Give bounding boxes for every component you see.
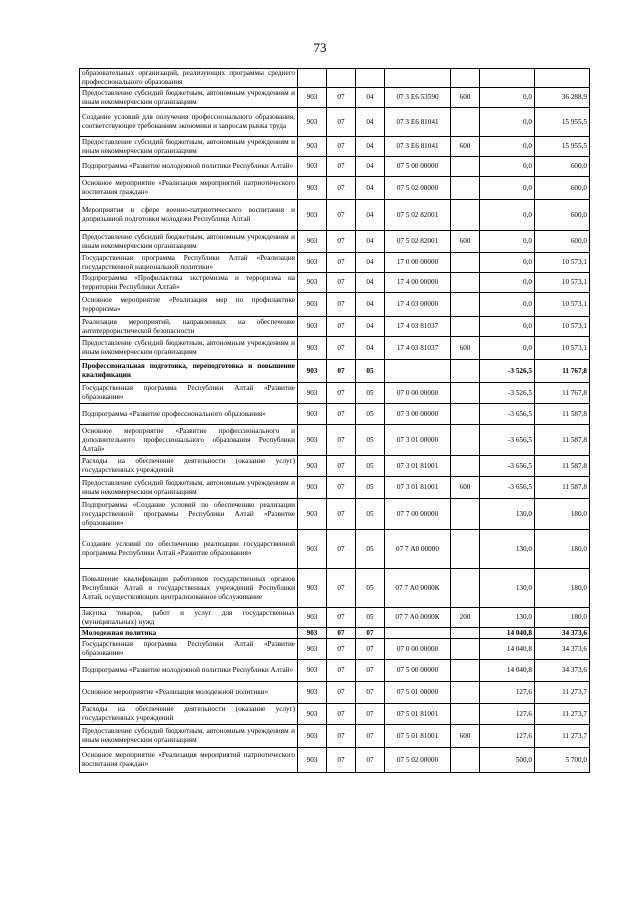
table-row bbox=[80, 108, 590, 137]
cell-admin-code: 903 bbox=[298, 88, 327, 108]
cell-amount-change: 0,0 bbox=[480, 317, 535, 337]
cell-section: 07 bbox=[327, 704, 356, 725]
cell-expense-type bbox=[451, 748, 480, 773]
cell-item-name: Предоставление субсидий бюджетным, автономным учреждениям и иным некоммерческим организациям bbox=[80, 337, 298, 360]
cell-expense-type bbox=[451, 660, 480, 682]
cell-target-article: 07 3 E6 81041 bbox=[385, 137, 451, 157]
cell-item-name: Расходы на обеспечение деятельности (оказание услуг) государственных учреждений bbox=[80, 704, 298, 725]
cell-expense-type bbox=[451, 425, 480, 456]
cell-expense-type bbox=[451, 639, 480, 660]
cell-amount-change: 14 040,8 bbox=[480, 628, 535, 639]
cell-amount-total: 11 587,8 bbox=[535, 477, 590, 499]
cell-section: 07 bbox=[327, 660, 356, 682]
table-row bbox=[80, 317, 590, 337]
cell-section: 07 bbox=[327, 725, 356, 748]
cell-amount-change: 130,0 bbox=[480, 499, 535, 530]
cell-item-name: Профессиональная подготовка, переподготовка и повышение квалификации bbox=[80, 360, 298, 383]
cell-amount-total: 180,0 bbox=[535, 569, 590, 608]
cell-subsection: 04 bbox=[356, 137, 385, 157]
table-row bbox=[80, 628, 590, 639]
cell-expense-type bbox=[451, 383, 480, 404]
cell-target-article: 07 3 01 81001 bbox=[385, 477, 451, 499]
cell-item-name: Подпрограмма «Развитие молодежной политики Республики Алтай» bbox=[80, 157, 298, 177]
cell-amount-total: 600,0 bbox=[535, 200, 590, 231]
cell-amount-change: 127,6 bbox=[480, 682, 535, 704]
cell-amount-change: 0,0 bbox=[480, 177, 535, 200]
table-row bbox=[80, 456, 590, 477]
cell-item-name: Реализация мероприятий, направленных на обеспечение антитеррористической безопасности bbox=[80, 317, 298, 337]
cell-item-name: Предоставление субсидий бюджетным, автономным учреждениям и иным некоммерческим организациям bbox=[80, 137, 298, 157]
cell-amount-change: 0,0 bbox=[480, 88, 535, 108]
cell-target-article: 07 5 00 00000 bbox=[385, 157, 451, 177]
table-row bbox=[80, 660, 590, 682]
cell-subsection: 05 bbox=[356, 530, 385, 569]
cell-item-name: Основное мероприятие «Реализация мероприятий патриотического воспитания граждан» bbox=[80, 177, 298, 200]
budget-table bbox=[79, 68, 590, 773]
cell-expense-type bbox=[451, 157, 480, 177]
cell-subsection: 04 bbox=[356, 273, 385, 293]
cell-target-article: 07 0 00 00000 bbox=[385, 639, 451, 660]
cell-expense-type bbox=[451, 569, 480, 608]
cell-item-name: Основное мероприятие «Реализация мер по профилактике терроризма» bbox=[80, 293, 298, 317]
cell-item-name: Мероприятия в сфере военно-патриотического воспитания и допризывной подготовки молодежи Республики Алтай bbox=[80, 200, 298, 231]
cell-subsection: 07 bbox=[356, 639, 385, 660]
cell-admin-code: 903 bbox=[298, 200, 327, 231]
cell-section: 07 bbox=[327, 639, 356, 660]
cell-item-name: Основное мероприятие «Реализация молодежной политики» bbox=[80, 682, 298, 704]
cell-amount-change: -3 526,5 bbox=[480, 360, 535, 383]
table-row bbox=[80, 682, 590, 704]
table-row bbox=[80, 477, 590, 499]
table-row bbox=[80, 748, 590, 773]
cell-item-name: Государственная программа Республики Алтай «Развитие образования» bbox=[80, 383, 298, 404]
cell-target-article: 07 3 E6 81041 bbox=[385, 108, 451, 137]
cell-item-name: Подпрограмма «Развитие молодежной политики Республики Алтай» bbox=[80, 660, 298, 682]
cell-subsection: 04 bbox=[356, 253, 385, 273]
cell-section: 07 bbox=[327, 293, 356, 317]
cell-section: 07 bbox=[327, 569, 356, 608]
cell-admin-code: 903 bbox=[298, 477, 327, 499]
cell-amount-total: 34 373,6 bbox=[535, 639, 590, 660]
cell-expense-type: 600 bbox=[451, 88, 480, 108]
cell-subsection: 07 bbox=[356, 660, 385, 682]
cell-amount-change: -3 656,5 bbox=[480, 404, 535, 425]
cell-section: 07 bbox=[327, 682, 356, 704]
cell-item-name: Подпрограмма «Профилактика экстремизма и терроризма на территории Республики Алтай» bbox=[80, 273, 298, 293]
table-row bbox=[80, 425, 590, 456]
cell-expense-type bbox=[451, 177, 480, 200]
cell-amount-change: 0,0 bbox=[480, 253, 535, 273]
cell-amount-change: -3 656,5 bbox=[480, 425, 535, 456]
cell-amount-change: 14 040,8 bbox=[480, 639, 535, 660]
cell-subsection: 04 bbox=[356, 108, 385, 137]
cell-admin-code: 903 bbox=[298, 608, 327, 628]
cell-expense-type bbox=[451, 530, 480, 569]
cell-admin-code: 903 bbox=[298, 639, 327, 660]
cell-section: 07 bbox=[327, 137, 356, 157]
cell-subsection: 07 bbox=[356, 682, 385, 704]
cell-section: 07 bbox=[327, 456, 356, 477]
cell-subsection: 07 bbox=[356, 725, 385, 748]
cell-admin-code: 903 bbox=[298, 499, 327, 530]
cell-item-name: Предоставление субсидий бюджетным, автономным учреждениям и иным некоммерческим организациям bbox=[80, 88, 298, 108]
cell-admin-code: 903 bbox=[298, 177, 327, 200]
cell-amount-total: 10 573,1 bbox=[535, 317, 590, 337]
cell-subsection: 05 bbox=[356, 477, 385, 499]
cell-amount-change: 0,0 bbox=[480, 273, 535, 293]
cell-admin-code: 903 bbox=[298, 748, 327, 773]
cell-expense-type bbox=[451, 499, 480, 530]
cell-amount-total: 10 573,1 bbox=[535, 253, 590, 273]
cell-expense-type bbox=[451, 360, 480, 383]
cell-section: 07 bbox=[327, 253, 356, 273]
cell-item-name: Расходы на обеспечение деятельности (оказание услуг) государственных учреждений bbox=[80, 456, 298, 477]
cell-item-name: Предоставление субсидий бюджетным, автономным учреждениям и иным некоммерческим организациям bbox=[80, 725, 298, 748]
table-row bbox=[80, 383, 590, 404]
cell-expense-type: 200 bbox=[451, 608, 480, 628]
cell-admin-code bbox=[298, 69, 327, 88]
cell-amount-total: 15 955,5 bbox=[535, 108, 590, 137]
table-row bbox=[80, 725, 590, 748]
cell-target-article: 07 5 01 81001 bbox=[385, 725, 451, 748]
cell-expense-type: 600 bbox=[451, 725, 480, 748]
cell-amount-total: 15 955,5 bbox=[535, 137, 590, 157]
table-row bbox=[80, 137, 590, 157]
table-row bbox=[80, 253, 590, 273]
cell-expense-type: 600 bbox=[451, 231, 480, 253]
cell-amount-total: 600,0 bbox=[535, 231, 590, 253]
cell-subsection: 05 bbox=[356, 404, 385, 425]
table-row bbox=[80, 69, 590, 88]
cell-amount-total: 180,0 bbox=[535, 499, 590, 530]
cell-expense-type bbox=[451, 200, 480, 231]
cell-item-name: Закупка товаров, работ и услуг для государственных (муниципальных) нужд bbox=[80, 608, 298, 628]
cell-item-name: Молодежная политика bbox=[80, 628, 298, 639]
table-row bbox=[80, 639, 590, 660]
cell-amount-change: 0,0 bbox=[480, 137, 535, 157]
cell-item-name: Предоставление субсидий бюджетным, автономным учреждениям и иным некоммерческим организациям bbox=[80, 231, 298, 253]
cell-admin-code: 903 bbox=[298, 628, 327, 639]
cell-target-article: 07 3 E6 53590 bbox=[385, 88, 451, 108]
cell-admin-code: 903 bbox=[298, 682, 327, 704]
cell-target-article: 07 3 01 81001 bbox=[385, 456, 451, 477]
table-row bbox=[80, 88, 590, 108]
cell-admin-code: 903 bbox=[298, 704, 327, 725]
cell-target-article: 07 5 02 00000 bbox=[385, 748, 451, 773]
cell-subsection: 04 bbox=[356, 177, 385, 200]
cell-expense-type bbox=[451, 682, 480, 704]
cell-amount-change: 0,0 bbox=[480, 337, 535, 360]
table-row bbox=[80, 704, 590, 725]
cell-subsection: 05 bbox=[356, 456, 385, 477]
cell-amount-change: -3 526,5 bbox=[480, 383, 535, 404]
cell-admin-code: 903 bbox=[298, 337, 327, 360]
table-row bbox=[80, 530, 590, 569]
cell-expense-type bbox=[451, 404, 480, 425]
cell-subsection: 04 bbox=[356, 293, 385, 317]
table-row bbox=[80, 608, 590, 628]
cell-admin-code: 903 bbox=[298, 137, 327, 157]
cell-amount-total: 11 273,7 bbox=[535, 704, 590, 725]
cell-target-article: 07 5 01 00000 bbox=[385, 682, 451, 704]
cell-target-article: 17 4 03 81037 bbox=[385, 337, 451, 360]
cell-item-name: Создание условий для получения профессионального образования, соответствующее требованиям экономики и запросам рынка труда bbox=[80, 108, 298, 137]
cell-amount-change: -3 656,5 bbox=[480, 456, 535, 477]
cell-subsection: 04 bbox=[356, 200, 385, 231]
cell-section: 07 bbox=[327, 404, 356, 425]
table-row bbox=[80, 177, 590, 200]
cell-amount-total: 600,0 bbox=[535, 157, 590, 177]
cell-section: 07 bbox=[327, 628, 356, 639]
cell-section: 07 bbox=[327, 157, 356, 177]
cell-amount-change: 127,6 bbox=[480, 704, 535, 725]
cell-expense-type: 600 bbox=[451, 337, 480, 360]
cell-amount-total: 180,0 bbox=[535, 608, 590, 628]
cell-target-article: 07 5 02 82001 bbox=[385, 200, 451, 231]
cell-admin-code: 903 bbox=[298, 108, 327, 137]
cell-expense-type bbox=[451, 253, 480, 273]
cell-admin-code: 903 bbox=[298, 725, 327, 748]
cell-amount-total: 10 573,1 bbox=[535, 293, 590, 317]
cell-amount-change: 0,0 bbox=[480, 200, 535, 231]
cell-item-name: Подпрограмма «Развитие профессионального образования» bbox=[80, 404, 298, 425]
cell-target-article: 07 0 00 00000 bbox=[385, 383, 451, 404]
table-row bbox=[80, 337, 590, 360]
cell-amount-total: 600,0 bbox=[535, 177, 590, 200]
cell-subsection: 07 bbox=[356, 704, 385, 725]
cell-admin-code: 903 bbox=[298, 569, 327, 608]
cell-section: 07 bbox=[327, 337, 356, 360]
cell-target-article: 07 3 01 00000 bbox=[385, 425, 451, 456]
cell-admin-code: 903 bbox=[298, 425, 327, 456]
cell-amount-change: 0,0 bbox=[480, 293, 535, 317]
cell-admin-code: 903 bbox=[298, 231, 327, 253]
page-number: 73 bbox=[313, 40, 327, 55]
cell-expense-type bbox=[451, 628, 480, 639]
cell-section: 07 bbox=[327, 88, 356, 108]
cell-amount-total: 11 767,8 bbox=[535, 383, 590, 404]
cell-admin-code: 903 bbox=[298, 456, 327, 477]
cell-amount-change: 0,0 bbox=[480, 157, 535, 177]
cell-amount-total: 11 587,8 bbox=[535, 425, 590, 456]
cell-admin-code: 903 bbox=[298, 253, 327, 273]
cell-admin-code: 903 bbox=[298, 530, 327, 569]
cell-subsection: 05 bbox=[356, 499, 385, 530]
cell-admin-code: 903 bbox=[298, 383, 327, 404]
cell-item-name: Создание условий по обеспечению реализации государственной программы Республики Алтай «Развитие образования» bbox=[80, 530, 298, 569]
cell-target-article: 07 5 00 00000 bbox=[385, 660, 451, 682]
cell-expense-type bbox=[451, 273, 480, 293]
table-row bbox=[80, 157, 590, 177]
cell-subsection: 04 bbox=[356, 317, 385, 337]
cell-subsection: 05 bbox=[356, 569, 385, 608]
cell-subsection: 05 bbox=[356, 360, 385, 383]
cell-section: 07 bbox=[327, 108, 356, 137]
cell-target-article: 07 7 А0 00000 bbox=[385, 530, 451, 569]
cell-amount-change: 130,0 bbox=[480, 569, 535, 608]
cell-amount-change: 130,0 bbox=[480, 530, 535, 569]
cell-amount-total: 5 700,0 bbox=[535, 748, 590, 773]
cell-item-name: образовательных организаций, реализующих программы среднего профессионального образования bbox=[80, 69, 298, 88]
cell-admin-code: 903 bbox=[298, 404, 327, 425]
cell-amount-total: 34 373,6 bbox=[535, 660, 590, 682]
cell-item-name: Государственная программа Республики Алтай «Развитие образования» bbox=[80, 639, 298, 660]
cell-target-article: 17 4 03 00000 bbox=[385, 293, 451, 317]
cell-section bbox=[327, 69, 356, 88]
cell-amount-change: 127,6 bbox=[480, 725, 535, 748]
cell-section: 07 bbox=[327, 360, 356, 383]
cell-admin-code: 903 bbox=[298, 293, 327, 317]
cell-amount-change: -3 656,5 bbox=[480, 477, 535, 499]
cell-item-name: Государственная программа Республики Алтай «Реализация государственной национальной политики» bbox=[80, 253, 298, 273]
cell-subsection: 07 bbox=[356, 628, 385, 639]
cell-amount-change bbox=[480, 69, 535, 88]
cell-amount-change: 130,0 bbox=[480, 608, 535, 628]
cell-item-name: Предоставление субсидий бюджетным, автономным учреждениям и иным некоммерческим организациям bbox=[80, 477, 298, 499]
cell-target-article: 07 5 02 00000 bbox=[385, 177, 451, 200]
cell-subsection: 04 bbox=[356, 88, 385, 108]
cell-subsection: 05 bbox=[356, 608, 385, 628]
cell-section: 07 bbox=[327, 383, 356, 404]
cell-section: 07 bbox=[327, 273, 356, 293]
cell-amount-total: 34 373,6 bbox=[535, 628, 590, 639]
cell-expense-type bbox=[451, 69, 480, 88]
cell-expense-type bbox=[451, 456, 480, 477]
cell-amount-total: 36 288,9 bbox=[535, 88, 590, 108]
cell-admin-code: 903 bbox=[298, 157, 327, 177]
cell-target-article bbox=[385, 628, 451, 639]
cell-admin-code: 903 bbox=[298, 660, 327, 682]
cell-expense-type bbox=[451, 317, 480, 337]
cell-target-article: 07 7 А0 0000К bbox=[385, 608, 451, 628]
table-row bbox=[80, 293, 590, 317]
cell-item-name: Подпрограмма «Создание условий по обеспечению реализации государственной программы Республики Алтай «Развитие образования» bbox=[80, 499, 298, 530]
table-row bbox=[80, 569, 590, 608]
cell-expense-type bbox=[451, 704, 480, 725]
cell-expense-type: 600 bbox=[451, 137, 480, 157]
cell-target-article: 07 3 00 00000 bbox=[385, 404, 451, 425]
cell-target-article: 07 7 А0 0000К bbox=[385, 569, 451, 608]
cell-amount-total: 11 273,7 bbox=[535, 682, 590, 704]
table-row bbox=[80, 231, 590, 253]
cell-amount-change: 14 040,8 bbox=[480, 660, 535, 682]
cell-amount-total bbox=[535, 69, 590, 88]
cell-section: 07 bbox=[327, 477, 356, 499]
cell-target-article: 07 5 01 81001 bbox=[385, 704, 451, 725]
cell-section: 07 bbox=[327, 425, 356, 456]
cell-section: 07 bbox=[327, 177, 356, 200]
cell-subsection: 07 bbox=[356, 748, 385, 773]
cell-section: 07 bbox=[327, 231, 356, 253]
cell-admin-code: 903 bbox=[298, 317, 327, 337]
cell-amount-total: 180,0 bbox=[535, 530, 590, 569]
cell-section: 07 bbox=[327, 608, 356, 628]
table-row bbox=[80, 360, 590, 383]
table-row bbox=[80, 273, 590, 293]
cell-target-article: 17 4 00 00000 bbox=[385, 273, 451, 293]
cell-section: 07 bbox=[327, 317, 356, 337]
cell-target-article: 07 7 00 00000 bbox=[385, 499, 451, 530]
cell-subsection: 04 bbox=[356, 231, 385, 253]
table-row bbox=[80, 200, 590, 231]
cell-target-article bbox=[385, 360, 451, 383]
table-row bbox=[80, 404, 590, 425]
cell-subsection: 05 bbox=[356, 383, 385, 404]
cell-admin-code: 903 bbox=[298, 360, 327, 383]
cell-section: 07 bbox=[327, 748, 356, 773]
cell-section: 07 bbox=[327, 530, 356, 569]
cell-expense-type bbox=[451, 108, 480, 137]
cell-expense-type: 600 bbox=[451, 477, 480, 499]
cell-amount-total: 11 273,7 bbox=[535, 725, 590, 748]
cell-amount-total: 11 587,8 bbox=[535, 404, 590, 425]
cell-amount-total: 10 573,1 bbox=[535, 337, 590, 360]
cell-admin-code: 903 bbox=[298, 273, 327, 293]
cell-expense-type bbox=[451, 293, 480, 317]
table-body bbox=[80, 69, 590, 773]
cell-amount-change: 0,0 bbox=[480, 108, 535, 137]
cell-subsection: 04 bbox=[356, 157, 385, 177]
cell-target-article: 07 5 02 82001 bbox=[385, 231, 451, 253]
cell-subsection: 05 bbox=[356, 425, 385, 456]
cell-section: 07 bbox=[327, 499, 356, 530]
table-row bbox=[80, 499, 590, 530]
cell-subsection bbox=[356, 69, 385, 88]
cell-section: 07 bbox=[327, 200, 356, 231]
cell-amount-total: 11 587,8 bbox=[535, 456, 590, 477]
cell-amount-total: 11 767,8 bbox=[535, 360, 590, 383]
cell-target-article bbox=[385, 69, 451, 88]
cell-amount-change: 500,0 bbox=[480, 748, 535, 773]
cell-amount-change: 0,0 bbox=[480, 231, 535, 253]
cell-amount-total: 10 573,1 bbox=[535, 273, 590, 293]
cell-target-article: 17 4 03 81037 bbox=[385, 317, 451, 337]
cell-item-name: Основное мероприятие «Развитие профессионального и дополнительного профессионального образования Республики Алтай» bbox=[80, 425, 298, 456]
cell-item-name: Повышение квалификации работников государственных органов Республики Алтай и государственных учреждений Республики Алтай, осуществляющих централизованное обслуживание bbox=[80, 569, 298, 608]
cell-subsection: 04 bbox=[356, 337, 385, 360]
cell-target-article: 17 0 00 00000 bbox=[385, 253, 451, 273]
cell-item-name: Основное мероприятие «Реализация мероприятий патриотического воспитания граждан» bbox=[80, 748, 298, 773]
